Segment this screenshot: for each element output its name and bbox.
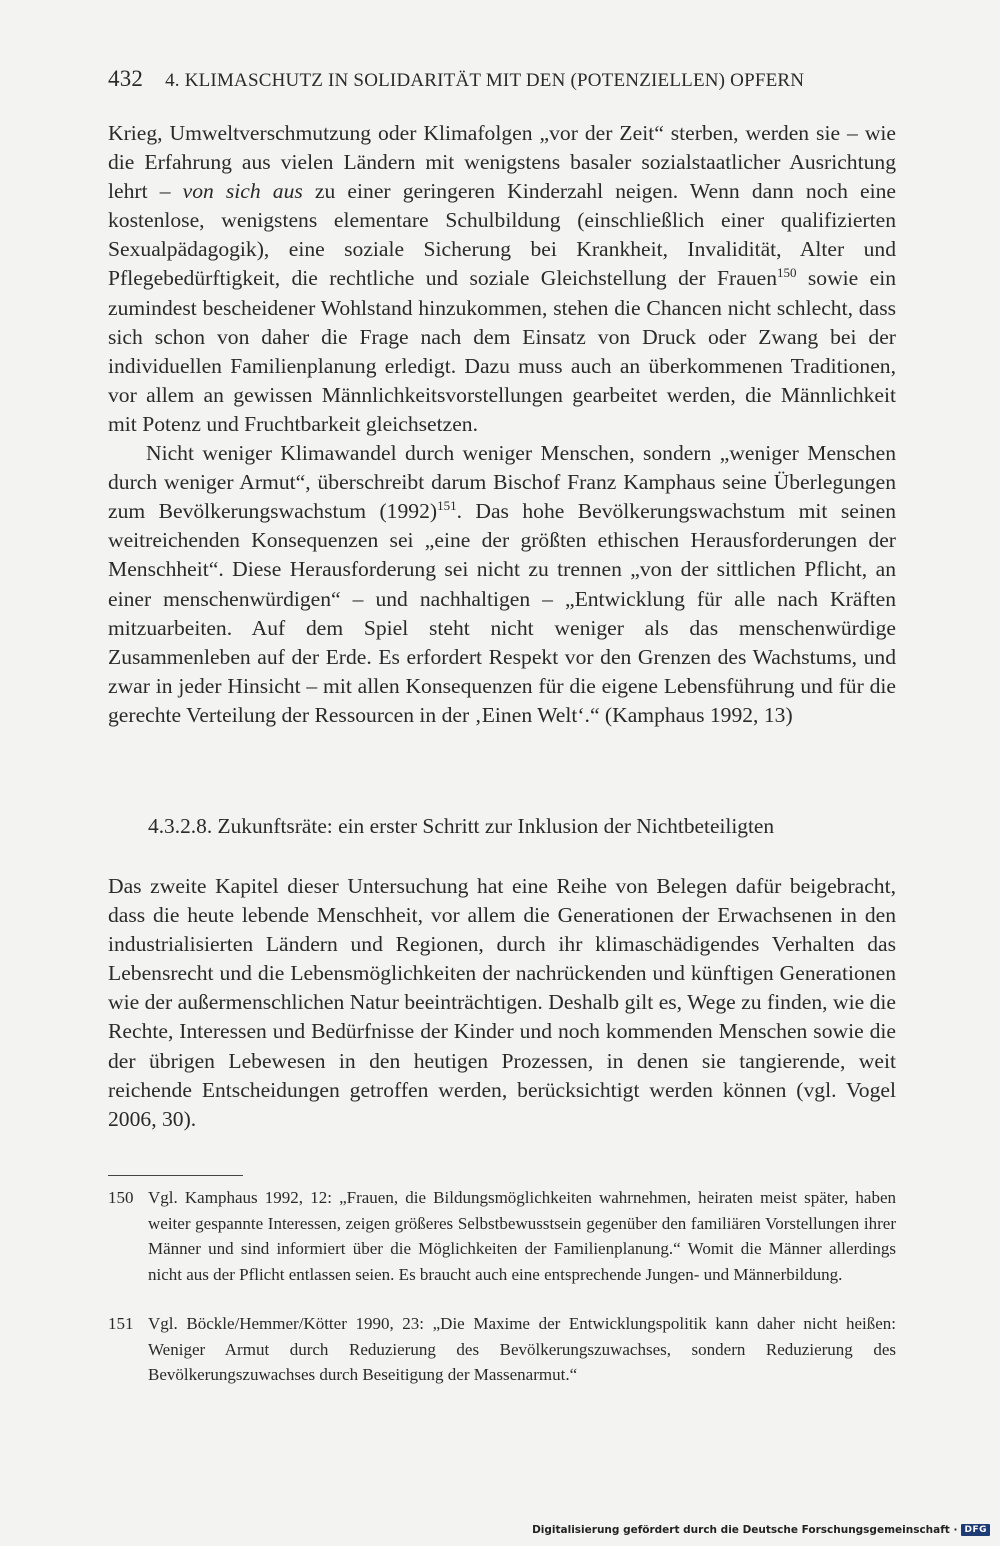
page-number: 432: [108, 66, 144, 91]
footnote-ref-151[interactable]: 151: [437, 498, 457, 514]
footnote-separator: [108, 1175, 243, 1176]
dfg-logo: DFG: [961, 1524, 990, 1536]
footnote-text: Vgl. Kamphaus 1992, 12: „Frauen, die Bildungsmöglichkeiten wahrnehmen, heiraten meist später, haben weiter gespannte Interessen, zeigen größeres Selbstbewusstsein gegenüber den familiären Vorstellungen ihrer Männer und sind informiert über die Möglichkeiten der Familienplanung.“ Womit die Männer allerdings nicht aus der Pflicht entlassen seien. Es braucht auch eine entsprechende Jungen- und Männerbildung.: [148, 1188, 896, 1284]
footnote-text: Vgl. Böckle/Hemmer/Kötter 1990, 23: „Die Maxime der Entwicklungspolitik kann daher nicht heißen: Weniger Armut durch Reduzierung des Bevölkerungszuwachses, sondern Reduzierung des Bevölkerungszuwachses durch Beseitigung der Massenarmut.“: [148, 1314, 896, 1384]
footnote-number: 150: [108, 1188, 134, 1207]
emphasis: von sich aus: [182, 179, 303, 204]
paragraph-continued: Krieg, Umweltverschmutzung oder Klimafolgen „vor der Zeit“ sterben, werden sie – wie die Erfahrung aus vielen Ländern mit wenigstens basaler sozialstaatlicher Ausrichtung lehrt – von sich aus zu einer geringeren Kinderzahl neigen. Wenn dann noch eine kostenlose, wenigstens elementare Schulbildung (einschließlich einer qualifizierten Sexualpädagogik), eine soziale Sicherung bei Krankheit, Invalidität, Alter und Pflegebedürftigkeit, die rechtliche und soziale Gleichstellung der Frauen$^{150}$ sowie ein zumindest bescheidener Wohlstand hinzukommen, stehen die Chancen nicht schlecht, dass sich schon von daher die Frage nach dem Einsatz von Druck oder Zwang bei der individuellen Familienplanung erledigt. Dazu muss auch an überkommenen Traditionen, vor allem an gewissen Männlichkeitsvorstellungen gearbeitet werden, die Männlichkeit mit Potenz und Fruchtbarkeit gleichsetzen.: [108, 121, 896, 436]
running-header: [108, 66, 898, 92]
running-title: 4. KLIMASCHUTZ IN SOLIDARITÄT MIT DEN (POTENZIELLEN) OPFERN: [165, 70, 805, 91]
funding-note: Digitalisierung gefördert durch die Deutsche Forschungsgemeinschaft ·: [532, 1524, 958, 1536]
paragraph-zukunftsraete: Das zweite Kapitel dieser Untersuchung hat eine Reihe von Belegen dafür beigebracht, dass die heute lebende Menschheit, vor allem die Generationen der Erwachsenen in den industrialisierten Ländern und Regionen, durch ihr klimaschädigendes Verhalten das Lebensrecht und die Lebensmöglichkeiten der nachrückenden und künftigen Generationen wie der außermenschlichen Natur beeinträchtigen. Deshalb gilt es, Wege zu finden, wie die Rechte, Interessen und Bedürfnisse der Kinder und noch kommenden Menschen sowie die der übrigen Lebewesen in den heutigen Prozessen, in denen sie tangierende, weit reichende Entscheidungen getroffen werden, berücksichtigt werden können (vgl. Vogel 2006, 30).: [108, 874, 896, 1131]
paragraph-kamphaus: Nicht weniger Klimawandel durch weniger Menschen, sondern „weniger Menschen durch weniger Armut“, überschreibt darum Bischof Franz Kamphaus seine Überlegungen zum Bevölkerungswachstum $(1992)^{151}$. Das hohe Bevölkerungswachstum mit seinen weitreichenden Konsequenzen sei „eine der größten ethischen Herausforderungen der Menschheit“. Diese Herausforderung sei nicht zu trennen „von der sittlichen Pflicht, an einer menschenwürdigen“ – und nachhaltigen – „Entwicklung für alle nach Kräften mitzuarbeiten. Auf dem Spiel steht nicht weniger als das menschenwürdige Zusammenleben auf der Erde. Es erfordert Respekt vor den Grenzen des Wachstums, und zwar in jeder Hinsicht – mit allen Konsequenzen für die eigene Lebensführung und für die gerechte Verteilung der Ressourcen in der ‚Einen Welt‘.“ (Kamphaus 1992, 13): [108, 441, 896, 727]
digitization-footer: [532, 1524, 990, 1536]
footnote-151: [108, 1311, 896, 1388]
footnote-150: [108, 1185, 896, 1287]
section-heading: 4.3.2.8. Zukunftsräte: ein erster Schritt zur Inklusion der Nichtbeteiligten: [148, 814, 775, 838]
footnote-ref-150[interactable]: 150: [777, 265, 797, 281]
body-text-top: [108, 119, 896, 730]
footnote-number: 151: [108, 1314, 134, 1333]
body-text-section: [108, 872, 896, 1134]
